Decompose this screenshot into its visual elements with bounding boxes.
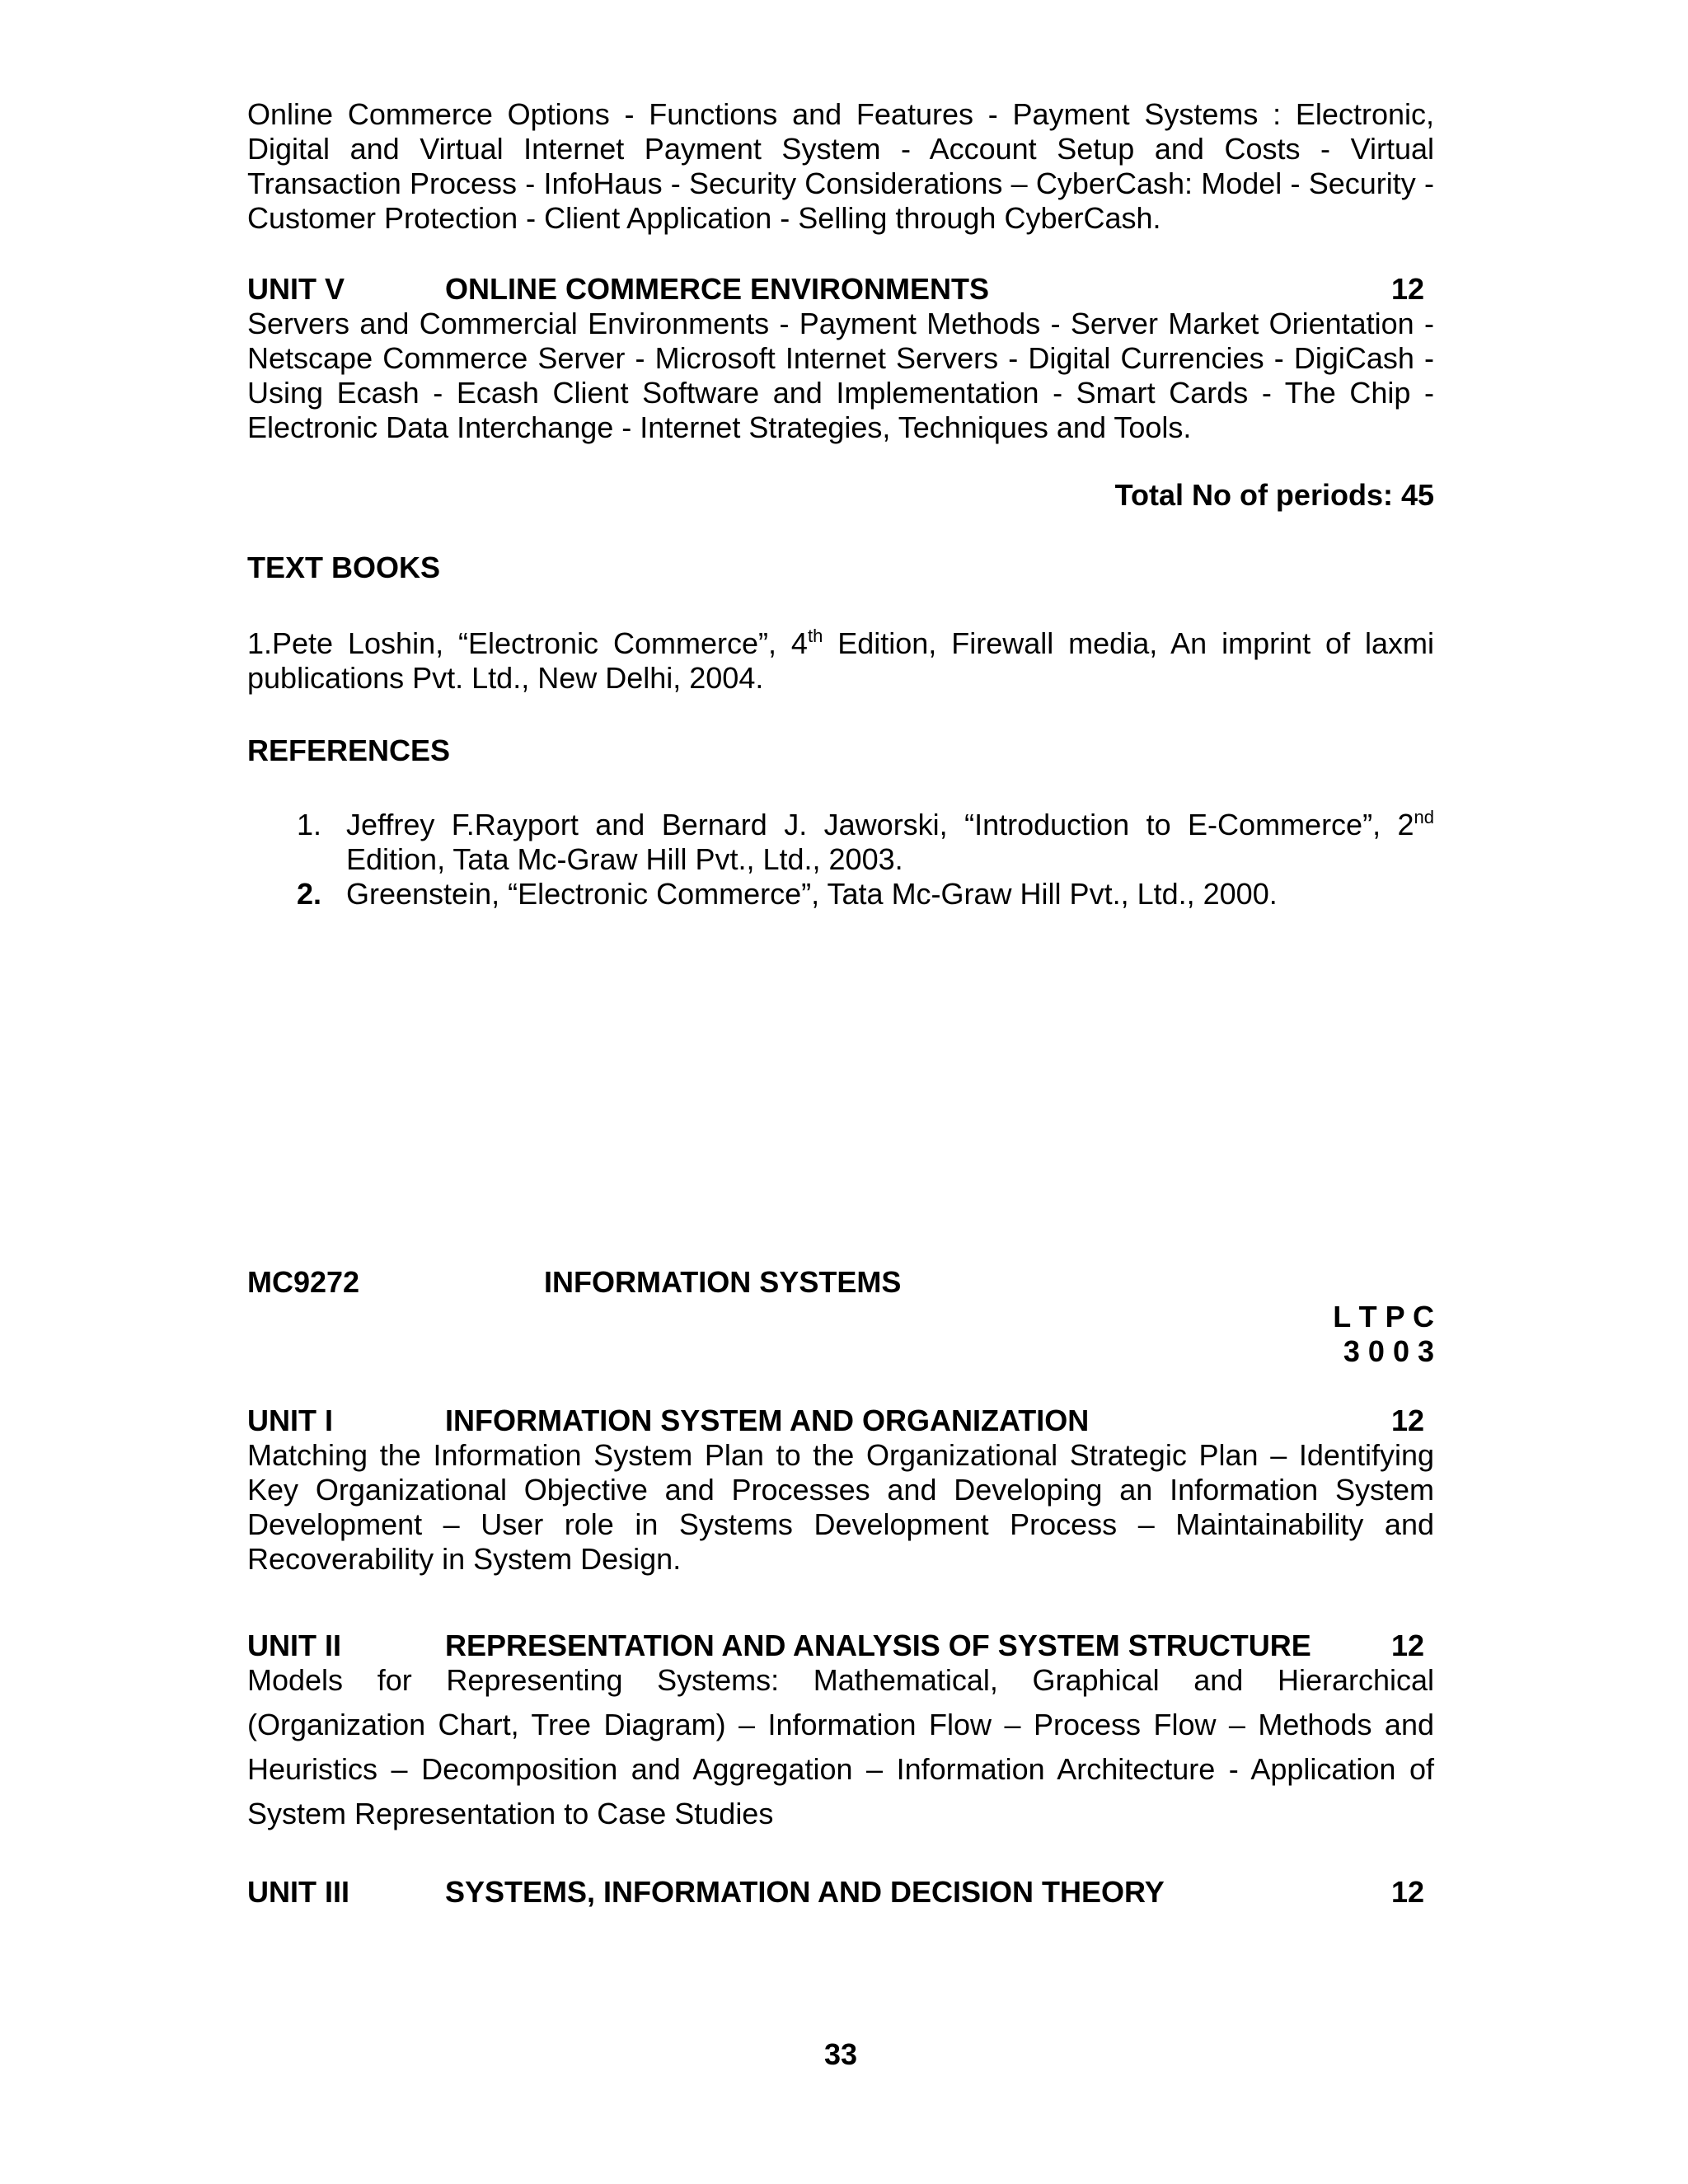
unit-iii-heading — [247, 1875, 1434, 1910]
unit-i-label: UNIT I — [247, 1404, 333, 1437]
references-list — [247, 808, 1434, 912]
unit-ii-label: UNIT II — [247, 1629, 341, 1662]
unit-v-title: ONLINE COMMERCE ENVIRONMENTS — [445, 272, 990, 306]
reference-item — [247, 877, 1434, 912]
references-heading: REFERENCES — [247, 733, 451, 767]
text-books-section — [247, 626, 1434, 696]
unit-i-heading — [247, 1404, 1434, 1438]
unit-v-heading — [247, 272, 1434, 307]
page-number: 33 — [823, 2037, 858, 2071]
intro-paragraph: Online Commerce Options - Functions and Features - Payment Systems : Electronic, Digital and Virtual Internet Payment System - Account Setup and Costs - Virtual Transaction Process - InfoHaus - Security Considerations – CyberCash: Model - Security - Customer Protection - Client Application - Selling through CyberCash. — [247, 97, 1434, 235]
unit-ii-title: REPRESENTATION AND ANALYSIS OF SYSTEM STRUCTURE — [445, 1629, 1311, 1662]
ltpc-values: 3 0 0 3 — [1343, 1334, 1434, 1368]
unit-i-section — [247, 1438, 1434, 1577]
reference-number: 2. — [297, 877, 322, 911]
unit-iii-title: SYSTEMS, INFORMATION AND DECISION THEORY — [445, 1875, 1165, 1909]
text-book-item-1-after: Edition, Firewall media, An imprint of laxmi publications Pvt. Ltd., New Delhi, 2004. — [247, 626, 1435, 695]
unit-ii-periods: 12 — [1390, 1629, 1424, 1662]
text-book-item-1-sup: th — [807, 626, 823, 646]
course-title: INFORMATION SYSTEMS — [544, 1265, 902, 1299]
unit-iii-periods: 12 — [1390, 1875, 1424, 1909]
course-code: MC9272 — [247, 1265, 360, 1299]
text-book-item-1 — [247, 626, 1434, 696]
unit-v-periods: 12 — [1390, 272, 1424, 306]
unit-ii-section — [247, 1658, 1434, 1836]
text-book-item-1-before: 1.Pete Loshin, “Electronic Commerce”, 4 — [247, 626, 808, 660]
reference-text: Greenstein, “Electronic Commerce”, Tata Mc-Graw Hill Pvt., Ltd., 2000. — [346, 877, 1278, 911]
unit-i-body: Matching the Information System Plan to the Organizational Strategic Plan – Identifying Key Organizational Objective and Processes and Developing an Information System Development – User role in Systems Development Process – Maintainability and Recoverability in System Design. — [247, 1438, 1434, 1576]
total-periods: Total No of periods: 45 — [1114, 478, 1434, 512]
intro-section — [247, 97, 1434, 236]
unit-i-periods: 12 — [1390, 1404, 1424, 1437]
ltpc-header: L T P C — [1333, 1300, 1434, 1333]
unit-v-section — [247, 307, 1434, 445]
reference-sup: nd — [1414, 807, 1434, 827]
unit-ii-body: Models for Representing Systems: Mathematical, Graphical and Hierarchical (Organization Chart, Tree Diagram) – Information Flow – Process Flow – Methods and Heuristics – Decomposition and Aggregation – Information Architecture - Application of System Representation to Case Studies — [247, 1663, 1434, 1830]
unit-v-label: UNIT V — [247, 272, 345, 306]
reference-item — [247, 808, 1434, 877]
reference-number: 1. — [297, 808, 322, 841]
reference-text-before: Jeffrey F.Rayport and Bernard J. Jaworski, “Introduction to E-Commerce”, 2 — [346, 808, 1414, 841]
unit-i-title: INFORMATION SYSTEM AND ORGANIZATION — [445, 1404, 1090, 1437]
reference-text-after: Edition, Tata Mc-Graw Hill Pvt., Ltd., 2003. — [346, 842, 903, 876]
text-books-heading: TEXT BOOKS — [247, 551, 441, 584]
course-heading — [247, 1265, 1434, 1300]
document-page — [247, 0, 1434, 2184]
unit-v-body: Servers and Commercial Environments - Payment Methods - Server Market Orientation - Netscape Commerce Server - Microsoft Internet Servers - Digital Currencies - DigiCash - Using Ecash - Ecash Client Software and Implementation - Smart Cards - The Chip - Electronic Data Interchange - Internet Strategies, Techniques and Tools. — [247, 307, 1434, 444]
unit-iii-label: UNIT III — [247, 1875, 349, 1909]
